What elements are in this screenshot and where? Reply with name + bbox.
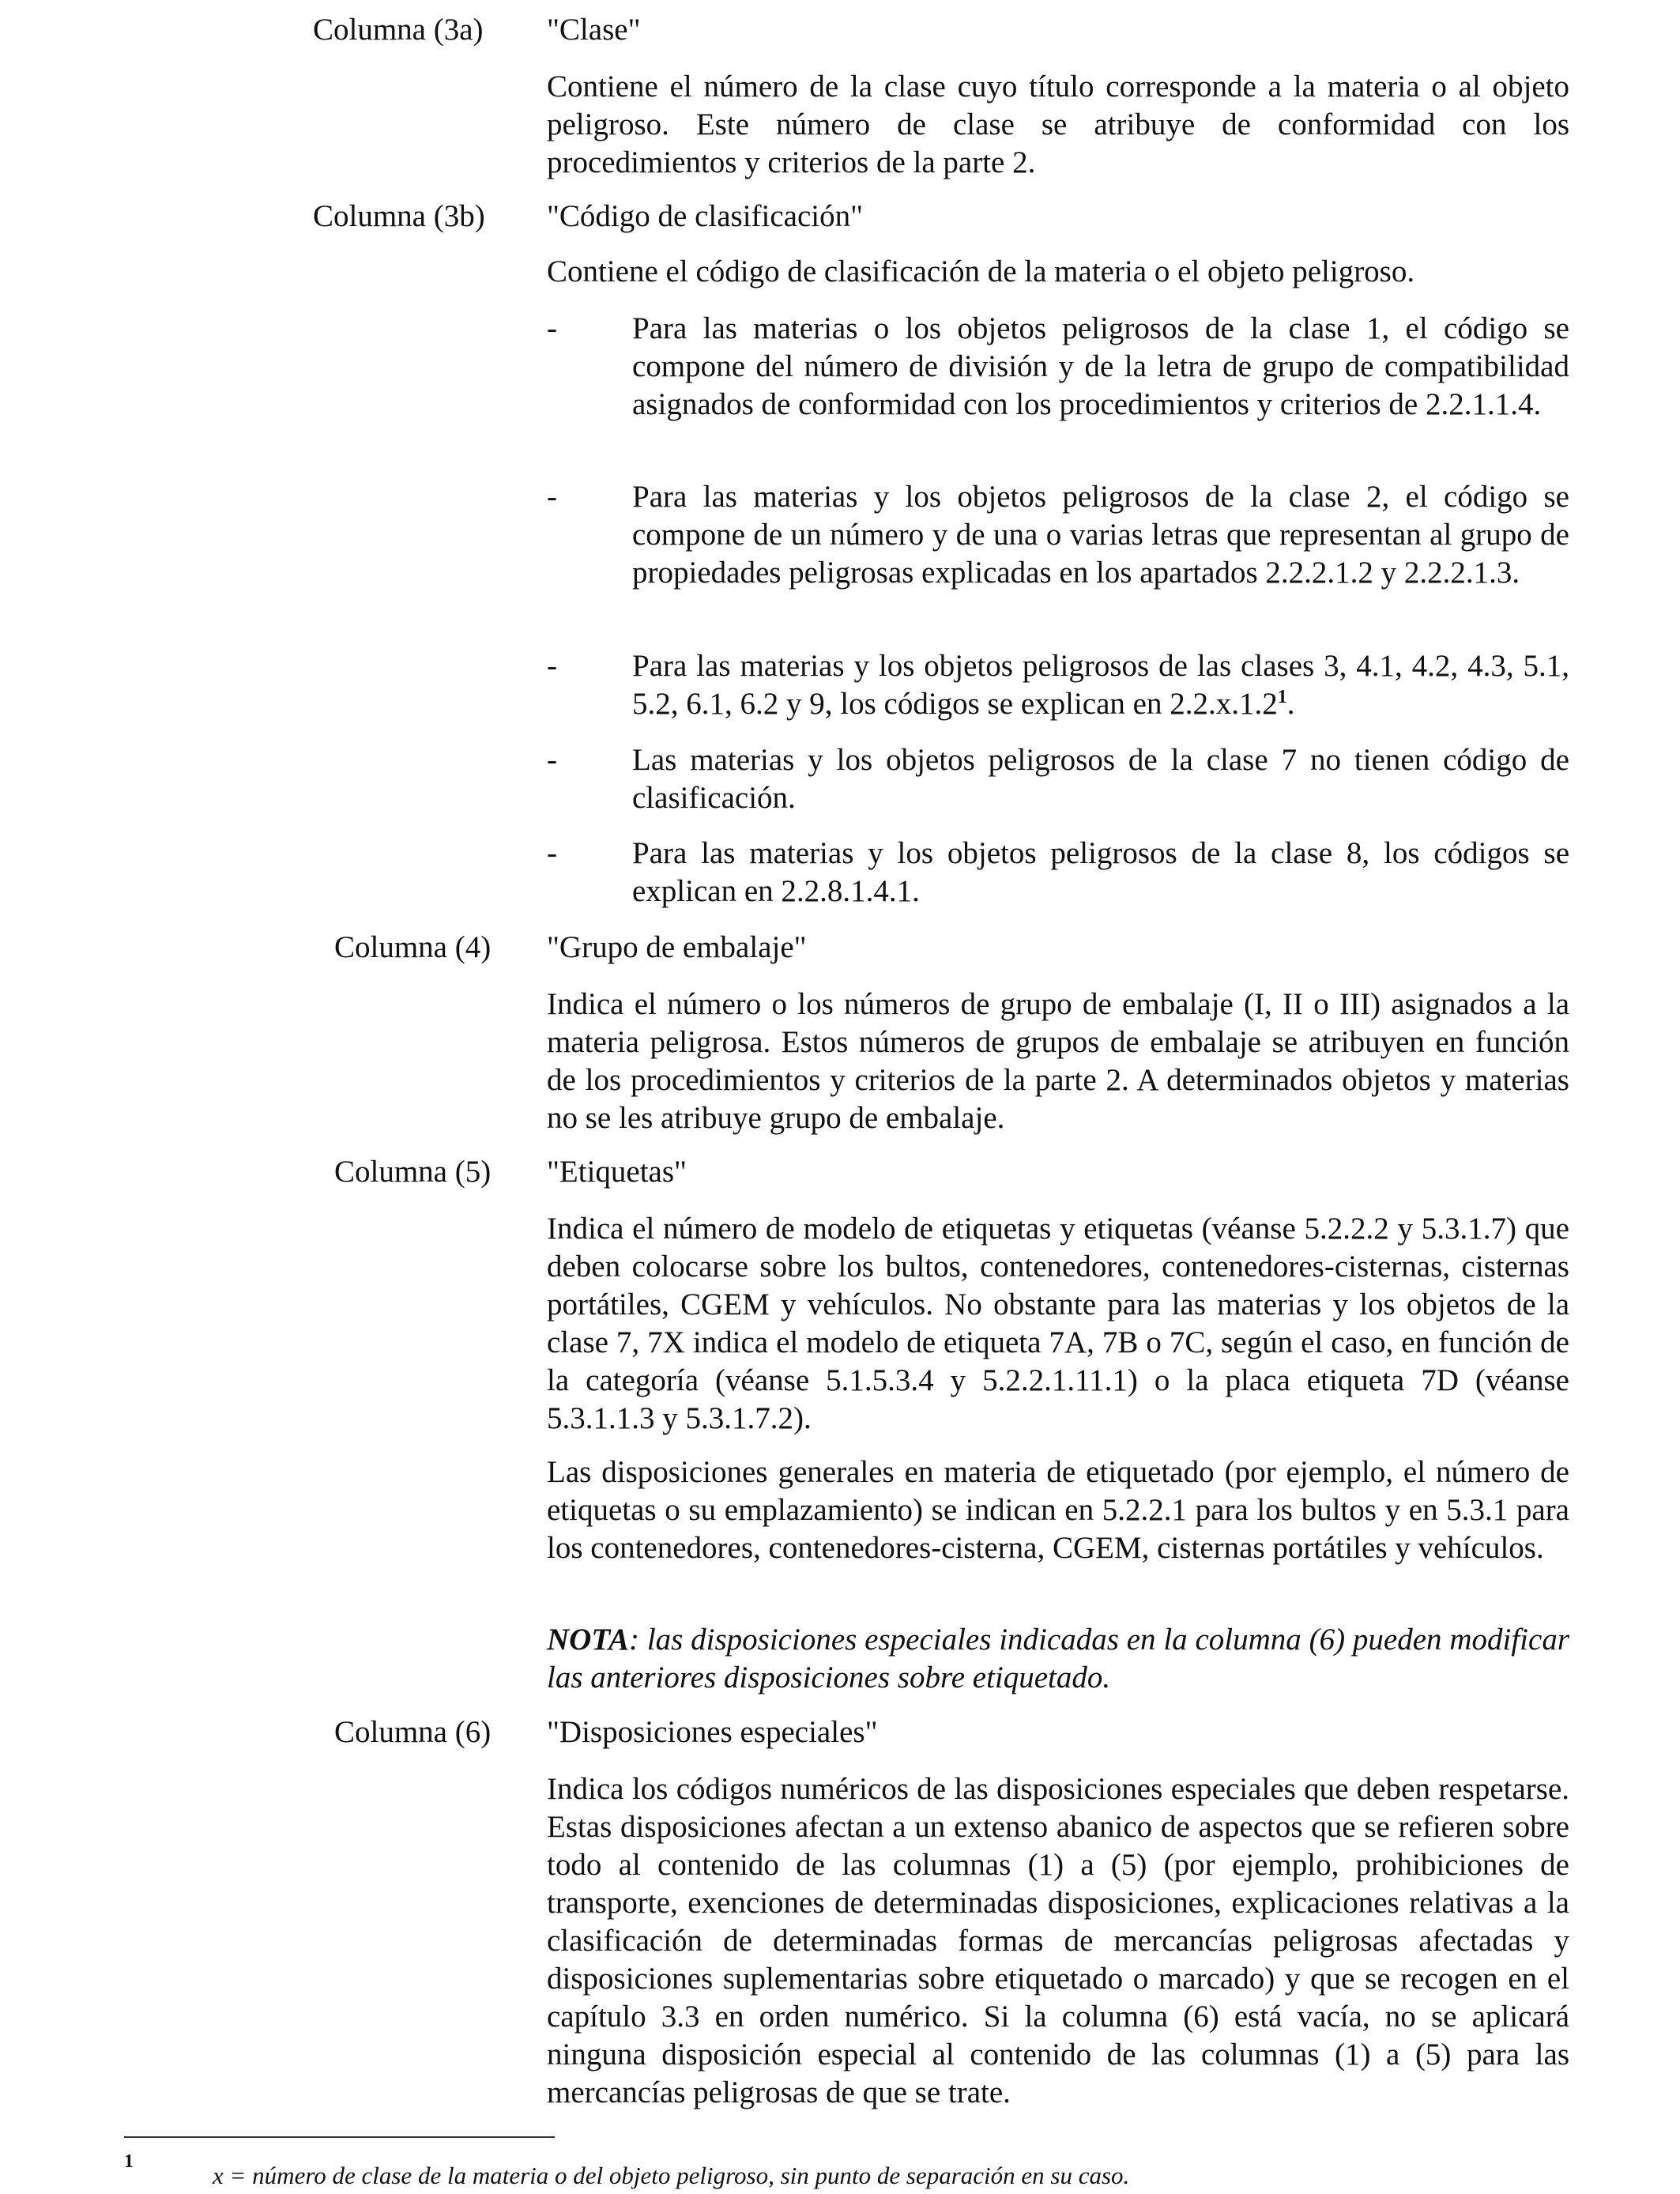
list-item-text: Para las materias o los objetos peligrosos de la clase 1, el código se compone del número de división y de la letra de grupo de compatibilidad asignados de conformidad con los procedimientos y criterios de 2.2.1.1.4.: [632, 311, 1569, 421]
column-description: Contiene el número de la clase cuyo título corresponde a la materia o al objeto peligroso. Este número de clase se atribuye de conformidad con los procedimientos y criterios de la parte 2.: [547, 70, 1569, 179]
column-title: "Disposiciones especiales": [547, 1715, 878, 1749]
column-label: Columna (3b): [313, 199, 485, 233]
column-label: Columna (3a): [313, 13, 484, 47]
column-description: Indica los códigos numéricos de las disposiciones especiales que deben respetarse. Estas disposiciones afectan a un extenso abanico de aspectos que se refieren sobre todo al contenido de las columnas (1) a (5) (por ejemplo, prohibiciones de transporte, exenciones de determinadas disposiciones, explicaciones relativas a la clasificación de determinadas formas de mercancías peligrosas afectadas y disposiciones suplementarias sobre etiquetado o marcado) y que se recogen en el capítulo 3.3 en orden numérico. Si la columna (6) está vacía, no se aplicará ninguna disposición especial al contenido de las columnas (1) a (5) para las mercancías peligrosas de que se trate.: [547, 1772, 1569, 2109]
note-text: : las disposiciones especiales indicadas en la columna (6) pueden modificar las anteriores disposiciones sobre etiquetado.: [547, 1623, 1569, 1695]
footnote-reference[interactable]: 1: [1277, 687, 1287, 707]
column-title: "Grupo de embalaje": [547, 930, 807, 964]
footnote-number: 1: [124, 2151, 134, 2172]
note: [547, 1621, 1569, 1697]
list-item-text: Para las materias y los objetos peligrosos de las clases 3, 4.1, 4.2, 4.3, 5.1, 5.2, 6.1, 6.2 y 9, los códigos se explican en 2.2.x.1.2$^1$.: [632, 649, 1569, 721]
footnote-separator: [124, 2136, 555, 2138]
column-title: "Código de clasificación": [547, 199, 864, 233]
list-bullet: -: [547, 743, 557, 777]
list-item-text: Para las materias y los objetos peligrosos de la clase 2, el código se compone de un número y de una o varias letras que representan al grupo de propiedades peligrosas explicadas en los apartados 2.2.2.1.2 y 2.2.2.1.3.: [632, 480, 1569, 590]
column-title: "Clase": [547, 13, 641, 47]
list-bullet: -: [547, 649, 557, 683]
column-description: Contiene el código de clasificación de la materia o el objeto peligroso.: [547, 254, 1415, 288]
note-label: NOTA: [547, 1623, 630, 1657]
column-description: Las disposiciones generales en materia de etiquetado (por ejemplo, el número de etiquetas o su emplazamiento) se indican en 5.2.2.1 para los bultos y en 5.3.1 para los contenedores, contenedores-cisterna, CGEM, cisternas portátiles y vehículos.: [547, 1455, 1569, 1565]
list-item-text: Las materias y los objetos peligrosos de la clase 7 no tienen código de clasificación.: [632, 743, 1569, 815]
list-bullet: -: [547, 311, 557, 345]
footnote-text: x = número de clase de la materia o del objeto peligroso, sin punto de separación en su caso.: [213, 2162, 1130, 2189]
column-description: Indica el número o los números de grupo de embalaje (I, II o III) asignados a la materia peligrosa. Estos números de grupos de embalaje se atribuyen en función de los procedimientos y criterios de la parte 2. A determinados objetos y materias no se les atribuye grupo de embalaje.: [547, 987, 1569, 1135]
list-item-text: Para las materias y los objetos peligrosos de la clase 8, los códigos se explican en 2.2.8.1.4.1.: [632, 836, 1569, 908]
column-label: Columna (6): [334, 1715, 492, 1749]
column-label: Columna (5): [334, 1155, 492, 1189]
list-bullet: -: [547, 836, 557, 870]
column-label: Columna (4): [334, 930, 492, 964]
column-description: Indica el número de modelo de etiquetas y etiquetas (véanse 5.2.2.2 y 5.3.1.7) que deben colocarse sobre los bultos, contenedores, contenedores-cisternas, cisternas portátiles, CGEM y vehículos. No obstante para las materias y los objetos de la clase 7, 7X indica el modelo de etiqueta 7A, 7B o 7C, según el caso, en función de la categoría (véanse 5.1.5.3.4 y 5.2.2.1.11.1) o la placa etiqueta 7D (véanse 5.3.1.1.3 y 5.3.1.7.2).: [547, 1212, 1569, 1435]
column-title: "Etiquetas": [547, 1155, 687, 1189]
list-bullet: -: [547, 480, 557, 514]
